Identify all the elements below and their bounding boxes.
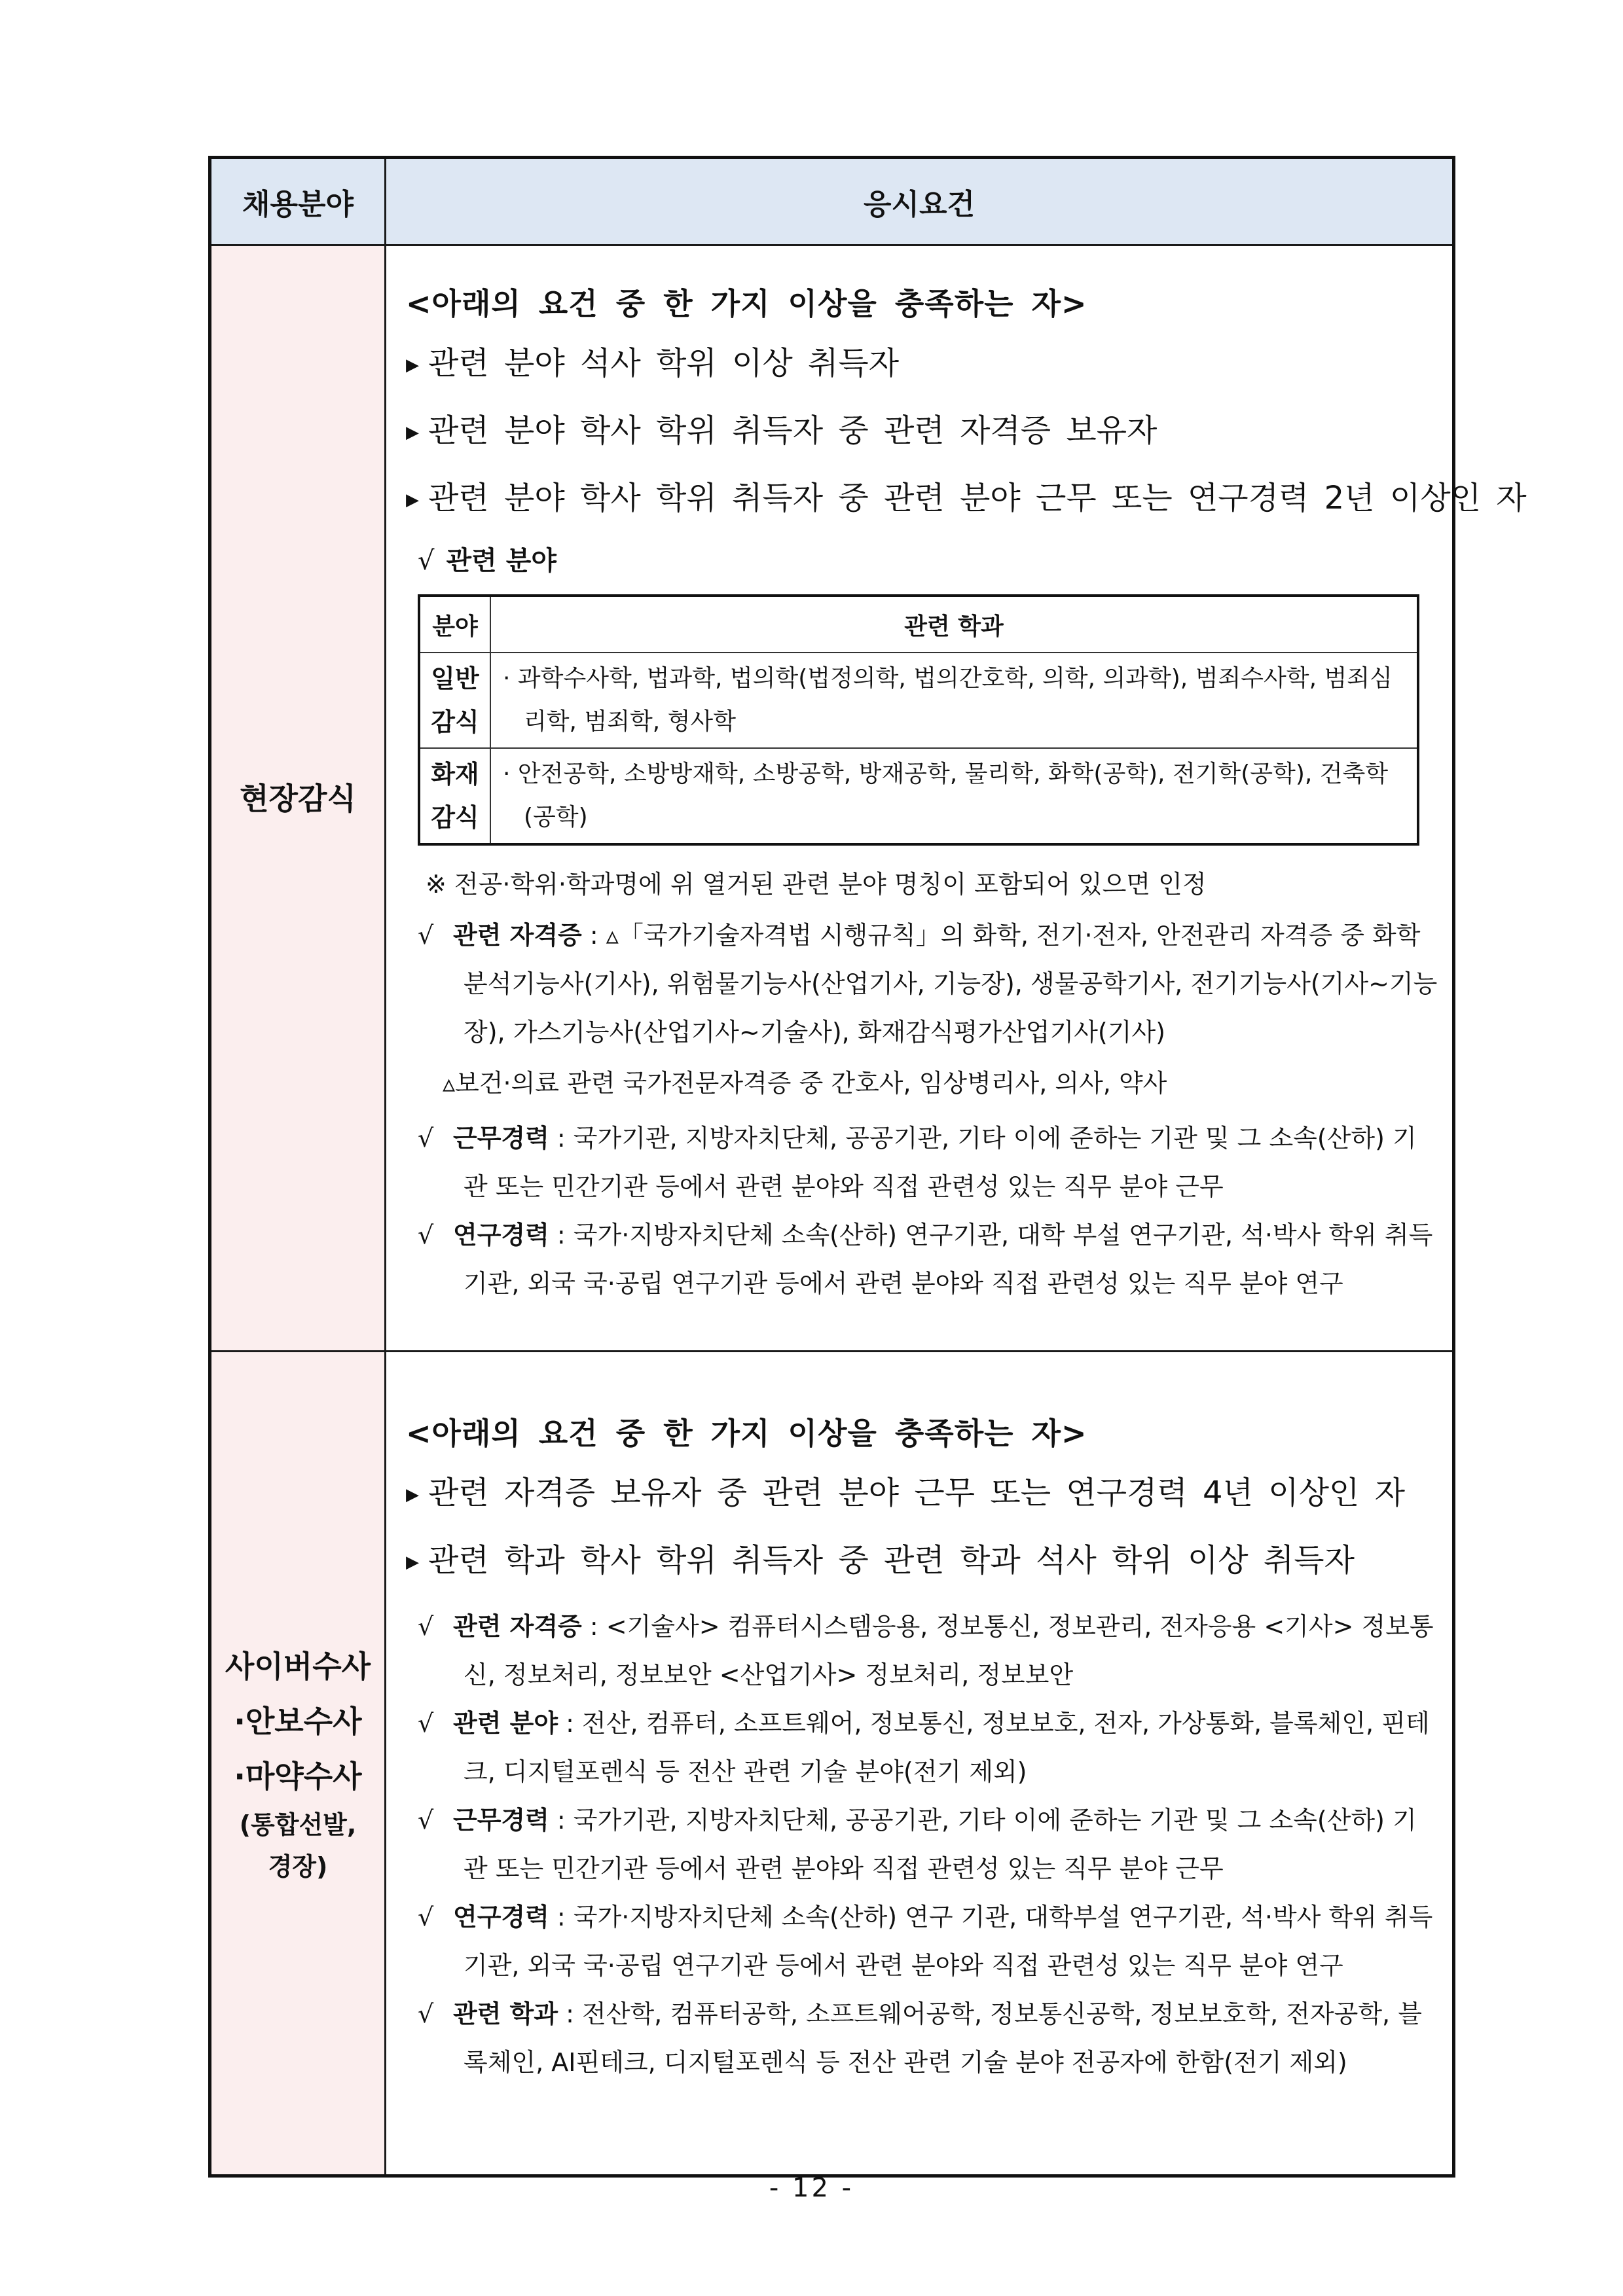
list-item: ▶ 관련 자격증 보유자 중 관련 분야 근무 또는 연구경력 4년 이상인 자 xyxy=(406,1475,1405,1511)
check-icon: √ xyxy=(418,1612,434,1641)
inner-field-name: 화재 감식 xyxy=(419,748,490,844)
check-item: √ 관련 학과 : 전산학, 컴퓨터공학, 소프트웨어공학, 정보통신공학, 정보보호학, 전자공학, 블록체인, AI핀테크, 디지털포렌식 등 전산 관련 기술 분야 전공자에 한함(전기 제외) xyxy=(406,1990,1438,2087)
note-text: ※ 전공·학위·학과명에 위 열거된 관련 분야 명칭이 포함되어 있으면 인정 xyxy=(426,870,1207,899)
check-icon: √ xyxy=(418,1124,434,1153)
check-icon: √ xyxy=(418,2000,434,2028)
table-row xyxy=(210,245,1454,1352)
check-icon: √ xyxy=(418,1903,434,1931)
table-row xyxy=(210,1352,1454,2176)
requirement-lead: <아래의 요건 중 한 가지 이상을 충족하는 자> xyxy=(406,1416,1087,1451)
check-item: √ 근무경력 : 국가기관, 지방자치단체, 공공기관, 기타 이에 준하는 기관 및 그 소속(산하) 기관 또는 민간기관 등에서 관련 분야와 직접 관련성 있는 직무 분야 근무 xyxy=(406,1114,1438,1211)
inner-header-field: 분야 xyxy=(419,596,490,653)
list-item: ▶ 관련 분야 석사 학위 이상 취득자 xyxy=(406,345,900,382)
check-icon: √ xyxy=(418,921,434,950)
check-item: √ 관련 자격증 : ▵「국가기술자격법 시행규칙」의 화학, 전기·전자, 안전관리 자격증 중 화학분석기능사(기사), 위험물기능사(산업기사, 기능장), 생물공학기사, 전기기능사(기사~기능장), 가스기능사(산업기사~기술사), 화재감식평가산업기사(기사) xyxy=(406,911,1438,1056)
table-row xyxy=(419,748,1418,844)
triangle-bullet-icon: ▶ xyxy=(406,423,419,442)
list-item: ▶ 관련 분야 학사 학위 취득자 중 관련 자격증 보유자 xyxy=(406,412,1158,449)
table-row xyxy=(419,653,1418,748)
check-icon: √ xyxy=(418,1221,434,1249)
related-fields-table xyxy=(418,594,1419,846)
sub-note: ▵보건·의료 관련 국가전문자격증 중 간호사, 임상병리사, 의사, 약사 xyxy=(443,1069,1167,1098)
check-item: √ 연구경력 : 국가·지방자치단체 소속(산하) 연구 기관, 대학부설 연구기관, 석·박사 학위 취득기관, 외국 국·공립 연구기관 등에서 관련 분야와 직접 관련성 있는 직무 분야 연구 xyxy=(406,1893,1438,1990)
requirements-cell xyxy=(386,245,1527,1352)
header-field: 채용분야 xyxy=(210,158,386,245)
page-number: - 12 - xyxy=(769,2173,854,2203)
check-icon: √ xyxy=(418,1806,434,1835)
table-header-row xyxy=(210,158,1454,245)
inner-header-departments: 관련 학과 xyxy=(490,596,1418,653)
requirement-lead: <아래의 요건 중 한 가지 이상을 충족하는 자> xyxy=(406,286,1087,321)
requirements-cell xyxy=(386,1352,1454,2176)
check-item: √ 관련 자격증 : <기술사> 컴퓨터시스템응용, 정보통신, 정보관리, 전자응용 <기사> 정보통신, 정보처리, 정보보안 <산업기사> 정보처리, 정보보안 xyxy=(406,1602,1438,1699)
triangle-bullet-icon: ▶ xyxy=(406,355,419,375)
inner-departments: · 과학수사학, 법과학, 법의학(법정의학, 법의간호학, 의학, 의과학), 범죄수사학, 범죄심리학, 범죄학, 형사학 xyxy=(490,653,1418,748)
inner-header-row xyxy=(419,596,1418,653)
check-icon: √ xyxy=(418,546,435,576)
field-name: 현장감식 xyxy=(210,245,386,1352)
triangle-bullet-icon: ▶ xyxy=(406,1552,419,1572)
list-item: ▶ 관련 분야 학사 학위 취득자 중 관련 분야 근무 또는 연구경력 2년 이상인 자 xyxy=(406,480,1527,516)
list-item: ▶ 관련 학과 학사 학위 취득자 중 관련 학과 석사 학위 이상 취득자 xyxy=(406,1542,1355,1579)
header-requirements: 응시요건 xyxy=(386,158,1454,245)
check-item: √ 연구경력 : 국가·지방자치단체 소속(산하) 연구기관, 대학 부설 연구기관, 석·박사 학위 취득기관, 외국 국·공립 연구기관 등에서 관련 분야와 직접 관련성 있는 직무 분야 연구 xyxy=(406,1211,1438,1308)
field-name: 사이버수사 ·안보수사 ·마약수사 (통합선발, 경장) xyxy=(210,1352,386,2176)
section-label: √ 관련 분야 xyxy=(418,546,556,576)
triangle-bullet-icon: ▶ xyxy=(406,1485,419,1505)
page xyxy=(208,156,1527,2178)
requirements-table xyxy=(208,156,1527,2178)
inner-field-name: 일반 감식 xyxy=(419,653,490,748)
triangle-bullet-icon: ▶ xyxy=(406,490,419,510)
inner-departments: · 안전공학, 소방방재학, 소방공학, 방재공학, 물리학, 화학(공학), 전기학(공학), 건축학(공학) xyxy=(490,748,1418,844)
check-item: √ 관련 분야 : 전산, 컴퓨터, 소프트웨어, 정보통신, 정보보호, 전자, 가상통화, 블록체인, 핀테크, 디지털포렌식 등 전산 관련 기술 분야(전기 제외) xyxy=(406,1699,1438,1796)
check-icon: √ xyxy=(418,1709,434,1738)
check-item: √ 근무경력 : 국가기관, 지방자치단체, 공공기관, 기타 이에 준하는 기관 및 그 소속(산하) 기관 또는 민간기관 등에서 관련 분야와 직접 관련성 있는 직무 분야 근무 xyxy=(406,1796,1438,1893)
